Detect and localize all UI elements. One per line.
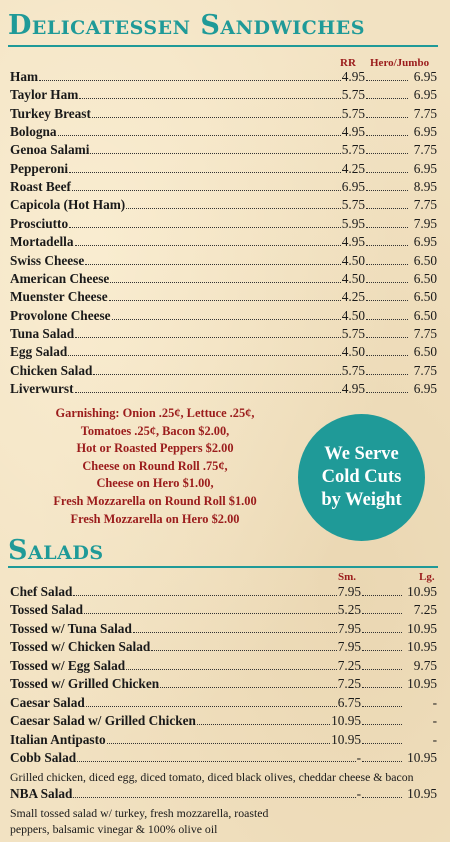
dot-leader — [366, 117, 408, 118]
dot-leader — [362, 650, 402, 651]
menu-item-row — [10, 124, 437, 142]
menu-item-row — [10, 584, 437, 602]
price-large: 10.95 — [407, 676, 437, 692]
price-small: 4.50 — [341, 270, 365, 286]
menu-item-name: Egg Salad — [10, 344, 68, 360]
menu-item-name: Tossed w/ Tuna Salad — [10, 620, 132, 636]
dot-leader — [73, 595, 336, 596]
dot-leader — [133, 632, 337, 633]
dot-leader — [366, 208, 408, 209]
garnish-line: Cheese on Round Roll .75¢, — [82, 458, 228, 473]
menu-item-row — [10, 253, 437, 271]
salads-section-title: Salads — [8, 535, 104, 566]
price-small: - — [356, 786, 361, 801]
menu-item-row — [10, 363, 437, 381]
price-large: - — [432, 713, 437, 729]
garnish-line: Fresh Mozzarella on Round Roll $1.00 — [53, 494, 257, 508]
menu-item-row — [10, 234, 437, 252]
dot-leader — [107, 743, 330, 744]
dot-leader — [362, 687, 402, 688]
menu-item-row — [10, 271, 437, 289]
menu-item-name: Roast Beef — [10, 179, 71, 195]
price-large: 10.95 — [407, 750, 437, 766]
menu-item-name: Chef Salad — [10, 584, 73, 599]
dot-leader — [112, 319, 341, 320]
dot-leader — [92, 117, 341, 118]
price-small: 4.50 — [341, 307, 365, 323]
menu-item-row — [10, 289, 437, 307]
menu-item-name: Pepperoni — [10, 160, 69, 176]
dot-leader — [362, 595, 402, 596]
badge-line-2: Cold Cuts — [321, 467, 402, 487]
dot-leader — [366, 355, 408, 356]
dot-leader — [366, 282, 408, 283]
nba-salad-description-line-1: Small tossed salad w/ turkey, fresh mozzarella, roasted — [10, 806, 269, 820]
price-large: 10.95 — [407, 639, 437, 655]
price-small: 4.25 — [341, 160, 365, 176]
menu-item-row — [10, 106, 437, 124]
menu-item-row — [10, 326, 437, 344]
garnish-line: Cheese on Hero $1.00, — [96, 476, 214, 491]
dot-leader — [366, 392, 408, 393]
dot-leader — [75, 245, 341, 246]
price-large: 6.95 — [413, 160, 437, 176]
menu-item-row — [10, 87, 437, 105]
price-large: 7.25 — [413, 602, 437, 618]
price-large: 6.95 — [413, 234, 437, 250]
price-large: 7.75 — [413, 325, 437, 341]
menu-item-row — [10, 161, 437, 179]
menu-item-name: Tossed w/ Egg Salad — [10, 657, 126, 673]
menu-item-row — [10, 713, 437, 731]
menu-item-row — [10, 142, 437, 160]
dot-leader — [366, 98, 408, 99]
dot-leader — [73, 797, 355, 798]
menu-item-name: Muenster Cheese — [10, 289, 108, 305]
menu-item-name: Genoa Salami — [10, 142, 90, 158]
badge-line-3: by Weight — [321, 490, 402, 510]
menu-item-name: Prosciutto — [10, 215, 69, 231]
dot-leader — [126, 208, 340, 209]
deli-col-rr: RR — [340, 57, 356, 69]
price-small: 4.95 — [341, 124, 365, 140]
dot-leader — [362, 724, 402, 725]
price-small: 4.95 — [341, 380, 365, 396]
garnish-line: Garnishing: Onion .25¢, Lettuce .25¢, — [55, 406, 255, 420]
dot-leader — [85, 264, 340, 265]
menu-item-name: Liverwurst — [10, 380, 74, 396]
menu-item-row — [10, 344, 437, 362]
menu-item-name: Provolone Cheese — [10, 307, 111, 323]
dot-leader — [93, 374, 340, 375]
price-small: 4.95 — [341, 234, 365, 250]
dot-leader — [362, 613, 402, 614]
menu-item-row — [10, 308, 437, 326]
cold-cuts-badge — [298, 414, 425, 541]
dot-leader — [75, 392, 341, 393]
menu-item-row — [10, 639, 437, 657]
badge-line-1: We Serve — [324, 444, 399, 464]
price-small: 5.75 — [341, 87, 365, 103]
dot-leader — [84, 613, 337, 614]
price-large: 6.50 — [413, 270, 437, 286]
menu-item-name: Mortadella — [10, 234, 74, 250]
dot-leader — [109, 300, 341, 301]
dot-leader — [75, 337, 341, 338]
dot-leader — [151, 650, 336, 651]
price-large: 8.95 — [413, 179, 437, 195]
dot-leader — [160, 687, 337, 688]
dot-leader — [58, 135, 341, 136]
menu-item-row — [10, 179, 437, 197]
garnish-line: Fresh Mozzarella on Hero $2.00 — [70, 511, 240, 526]
menu-item-row — [10, 786, 437, 804]
menu-item-name: Chicken Salad — [10, 362, 93, 378]
price-small: 7.95 — [337, 620, 361, 636]
dot-leader — [366, 264, 408, 265]
menu-item-row — [10, 602, 437, 620]
menu-item-name: Turkey Breast — [10, 105, 91, 121]
price-small: 7.25 — [337, 657, 361, 673]
dot-leader — [68, 355, 340, 356]
menu-item-row — [10, 197, 437, 215]
menu-item-name: Tossed w/ Grilled Chicken — [10, 676, 160, 692]
price-small: 5.75 — [341, 142, 365, 158]
dot-leader — [366, 300, 408, 301]
menu-item-row — [10, 216, 437, 234]
menu-item-name: Swiss Cheese — [10, 252, 85, 268]
price-small: 10.95 — [331, 731, 361, 747]
menu-item-name: NBA Salad — [10, 786, 73, 801]
dot-leader — [126, 669, 337, 670]
menu-item-name: Capicola (Hot Ham) — [10, 197, 126, 213]
dot-leader — [366, 135, 408, 136]
price-large: 7.75 — [413, 105, 437, 121]
salads-title-rule — [8, 566, 438, 568]
dot-leader — [69, 172, 341, 173]
menu-item-row — [10, 658, 437, 676]
price-large: 7.75 — [413, 197, 437, 213]
dot-leader — [366, 153, 408, 154]
price-small: 10.95 — [331, 713, 361, 729]
dot-leader — [366, 245, 408, 246]
price-large: 6.95 — [413, 87, 437, 103]
dot-leader — [110, 282, 340, 283]
price-small: 4.95 — [341, 69, 365, 84]
price-small: 5.25 — [337, 602, 361, 618]
menu-item-name: Caesar Salad — [10, 694, 85, 710]
menu-item-name: Tuna Salad — [10, 325, 75, 341]
menu-item-name: Cobb Salad — [10, 750, 77, 766]
menu-item-row — [10, 732, 437, 750]
price-small: 7.95 — [337, 639, 361, 655]
dot-leader — [366, 374, 408, 375]
price-large: 6.95 — [413, 124, 437, 140]
dot-leader — [362, 632, 402, 633]
price-large: 7.75 — [413, 362, 437, 378]
price-small: 4.50 — [341, 344, 365, 360]
dot-leader — [366, 190, 408, 191]
price-small: 5.75 — [341, 325, 365, 341]
menu-item-name: Bologna — [10, 124, 57, 140]
menu-item-row — [10, 750, 437, 768]
price-large: 10.95 — [407, 786, 437, 801]
deli-section-title: Delicatessen Sandwiches — [8, 10, 365, 41]
garnish-line: Tomatoes .25¢, Bacon $2.00, — [80, 423, 230, 438]
dot-leader — [197, 724, 330, 725]
price-small: 5.95 — [341, 215, 365, 231]
menu-item-name: Taylor Ham — [10, 87, 79, 103]
garnish-line: Hot or Roasted Peppers $2.00 — [76, 441, 234, 456]
menu-item-name: Caesar Salad w/ Grilled Chicken — [10, 713, 196, 729]
menu-item-name: Tossed Salad — [10, 602, 84, 618]
price-large: 6.50 — [413, 307, 437, 323]
price-small: 7.25 — [337, 676, 361, 692]
dot-leader — [362, 761, 402, 762]
price-large: - — [432, 694, 437, 710]
dot-leader — [366, 319, 408, 320]
price-small: 5.75 — [341, 105, 365, 121]
dot-leader — [366, 172, 408, 173]
price-large: 6.50 — [413, 344, 437, 360]
menu-item-name: American Cheese — [10, 270, 110, 286]
dot-leader — [69, 227, 341, 228]
price-small: 5.75 — [341, 197, 365, 213]
dot-leader — [39, 80, 341, 81]
menu-item-name: Tossed w/ Chicken Salad — [10, 639, 151, 655]
price-small: - — [356, 750, 361, 766]
dot-leader — [77, 761, 355, 762]
price-large: 10.95 — [407, 620, 437, 636]
salads-col-lg: Lg. — [419, 571, 435, 583]
menu-item-row — [10, 676, 437, 694]
deli-title-rule — [8, 45, 438, 47]
price-small: 7.95 — [337, 584, 361, 599]
price-small: 5.75 — [341, 362, 365, 378]
dot-leader — [86, 706, 337, 707]
price-large: 10.95 — [407, 584, 437, 599]
menu-item-name: Ham — [10, 69, 39, 84]
dot-leader — [366, 80, 408, 81]
dot-leader — [362, 669, 402, 670]
menu-item-row — [10, 621, 437, 639]
dot-leader — [362, 743, 402, 744]
price-large: 6.95 — [413, 380, 437, 396]
menu-item-row — [10, 381, 437, 399]
cobb-salad-description: Grilled chicken, diced egg, diced tomato, diced black olives, cheddar cheese & bacon — [10, 770, 414, 784]
dot-leader — [366, 227, 408, 228]
price-small: 6.75 — [337, 694, 361, 710]
dot-leader — [366, 337, 408, 338]
price-large: 7.75 — [413, 142, 437, 158]
menu-item-name: Italian Antipasto — [10, 731, 106, 747]
dot-leader — [72, 190, 341, 191]
price-large: 6.95 — [413, 69, 437, 84]
price-small: 6.95 — [341, 179, 365, 195]
dot-leader — [362, 706, 402, 707]
price-large: 6.50 — [413, 252, 437, 268]
price-large: 6.50 — [413, 289, 437, 305]
price-small: 4.25 — [341, 289, 365, 305]
nba-salad-description-line-2: peppers, balsamic vinegar & 100% olive oil — [10, 822, 218, 836]
salads-col-sm: Sm. — [338, 571, 357, 583]
price-small: 4.50 — [341, 252, 365, 268]
menu-item-row — [10, 69, 437, 87]
price-large: - — [432, 731, 437, 747]
price-large: 9.75 — [413, 657, 437, 673]
deli-col-hero: Hero/Jumbo — [370, 57, 430, 69]
menu-item-row — [10, 695, 437, 713]
price-large: 7.95 — [413, 215, 437, 231]
dot-leader — [90, 153, 340, 154]
dot-leader — [79, 98, 340, 99]
dot-leader — [362, 797, 402, 798]
